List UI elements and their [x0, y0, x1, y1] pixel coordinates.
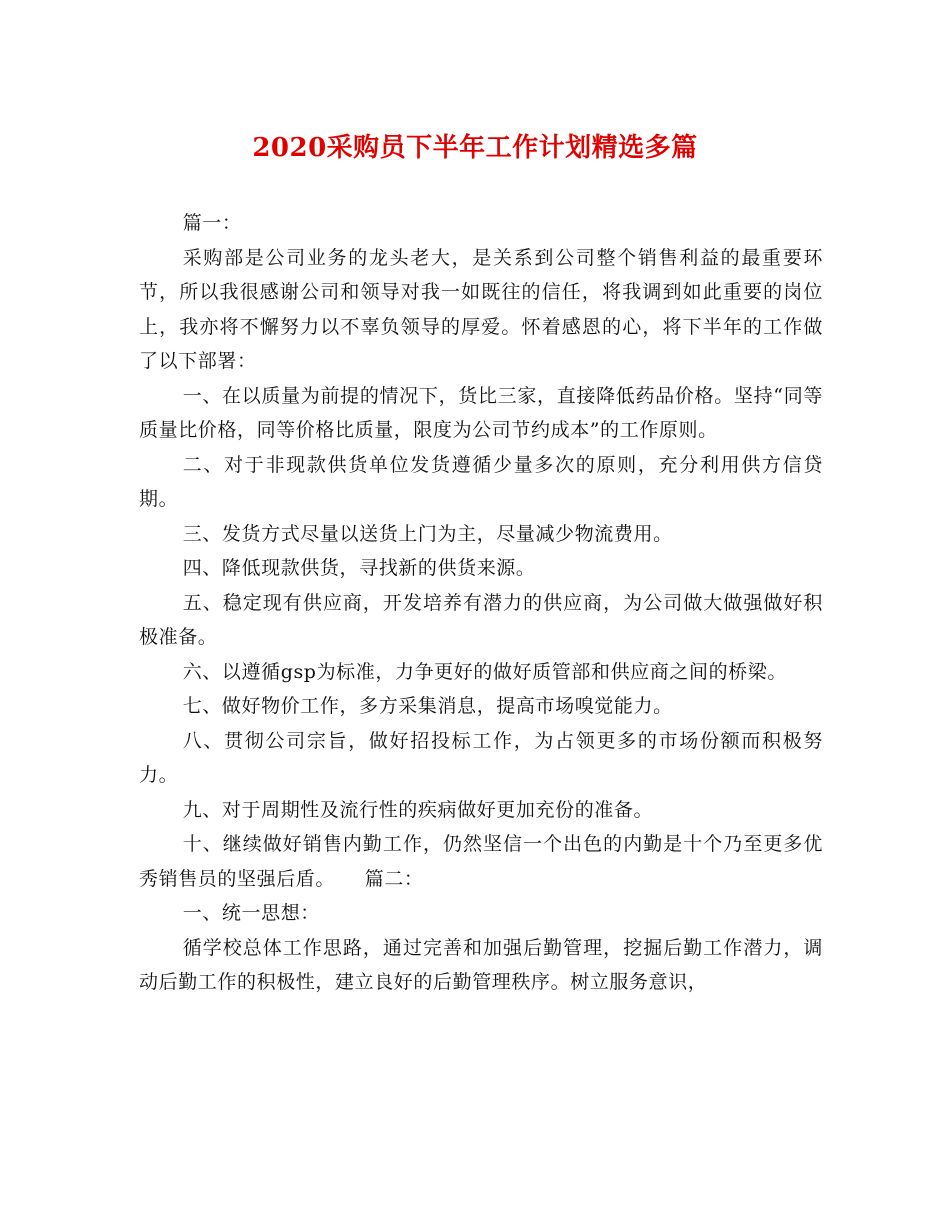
document-title: 2020采购员下半年工作计划精选多篇	[252, 133, 698, 163]
paragraph-item-1: 一、在以质量为前提的情况下，货比三家，直接降低药品价格。坚持“同等质量比价格，同等价格比质量，限度为公司节约成本”的工作原则。	[139, 384, 823, 441]
document-body	[139, 206, 823, 1000]
paragraph-part-two-body: 循学校总体工作思路，通过完善和加强后勤管理，挖掘后勤工作潜力，调动后勤工作的积极性，建立良好的后勤管理秩序。树立服务意识，	[139, 936, 823, 993]
paragraph-item-8: 八、贯彻公司宗旨，做好招投标工作，为占领更多的市场份额而积极努力。	[139, 729, 823, 786]
paragraph-item-10: 十、继续做好销售内勤工作，仍然坚信一个出色的内勤是十个乃至更多优秀销售员的坚强后盾。 篇二：	[139, 833, 823, 890]
paragraph-item-9: 九、对于周期性及流行性的疾病做好更加充份的准备。	[182, 798, 654, 821]
paragraph-item-5: 五、稳定现有供应商，开发培养有潜力的供应商，为公司做大做强做好积极准备。	[139, 591, 823, 648]
paragraph-item-3: 三、发货方式尽量以送货上门为主，尽量减少物流费用。	[182, 522, 673, 545]
paragraph-item-2: 二、对于非现款供货单位发货遵循少量多次的原则，充分利用供方信贷期。	[139, 453, 823, 510]
paragraph-item-4: 四、降低现款供货，寻找新的供货来源。	[182, 557, 536, 579]
paragraph-intro: 采购部是公司业务的龙头老大，是关系到公司整个销售利益的最重要环节，所以我很感谢公司和领导对我一如既往的信任，将我调到如此重要的岗位上，我亦将不懈努力以不辜负领导的厚爱。怀着感恩的心，将下半年的工作做了以下部署：	[139, 246, 823, 372]
section-heading-unify-thinking: 一、统一思想：	[182, 902, 320, 924]
paragraph-item-6: 六、以遵循gsp为标准，力争更好的做好质管部和供应商之间的桥梁。	[182, 660, 787, 683]
paragraph-item-7: 七、做好物价工作，多方采集消息，提高市场嗅觉能力。	[182, 695, 673, 717]
section-heading-part-one: 篇一：	[182, 212, 242, 234]
